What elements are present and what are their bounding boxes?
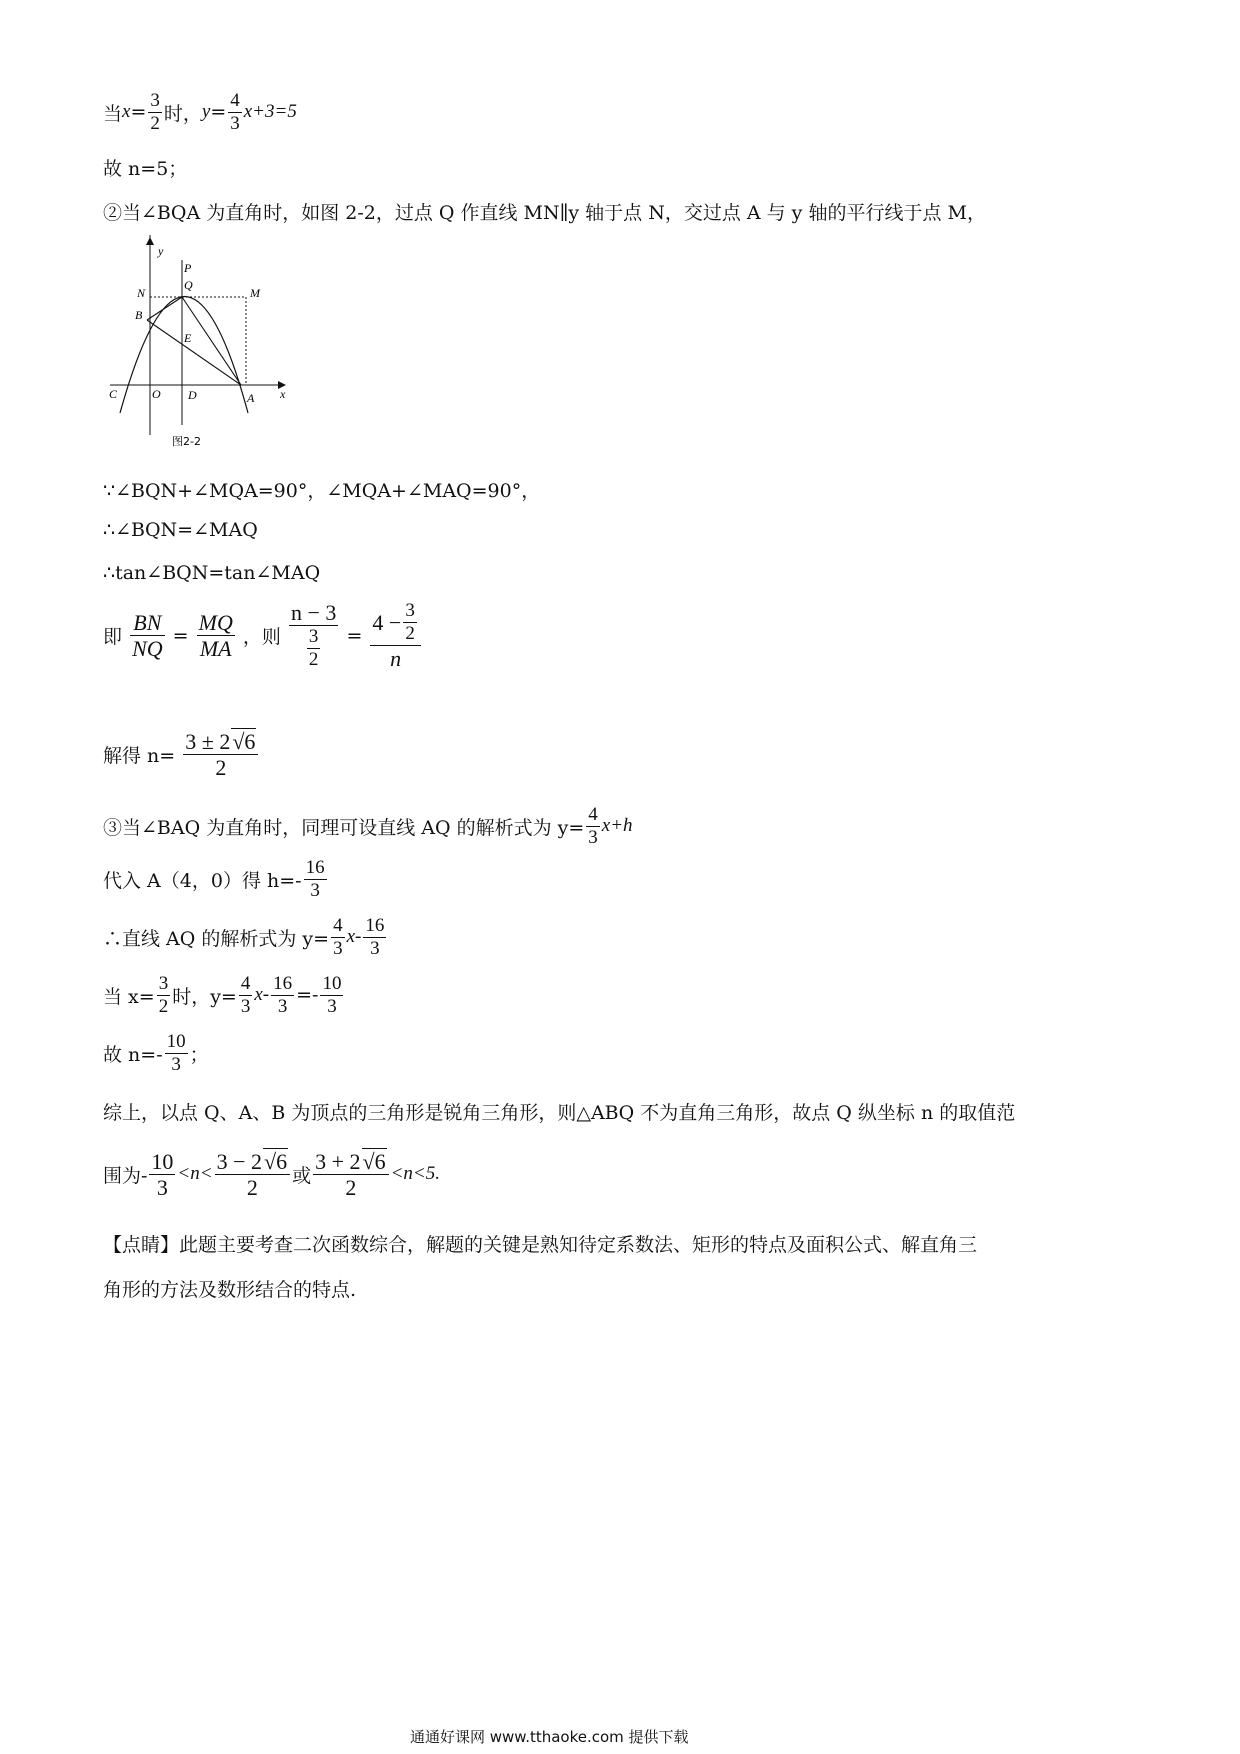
line-11: ∴直线 AQ 的解析式为 y= $\frac{4}{3}$ x- $\frac{16}{3}$ [103,915,385,959]
page-footer: 通通好课网 www.tthaoke.com 提供下载 [410,1728,689,1746]
label-c: C [109,387,118,401]
fraction-bn-nq: $\frac{BN}{NQ}$ [132,609,163,661]
line-13: 故 n=- $\frac{10}{3}$ ； [103,1031,209,1075]
fraction-solution: $\frac{3 \pm 2√6}{2}$ [183,728,258,781]
label-n: N [137,286,146,300]
label-y: y [158,244,164,258]
y-axis-arrow-icon [146,237,154,245]
comment-line-1: 【点睛】此题主要考查二次函数综合，解题的关键是熟知待定系数法、矩形的特点及面积公式、解直角三 [103,1234,978,1256]
line-1: 当x= $\frac{3}{2}$ 时，y= $\frac{4}{3}$ x+3=5 [103,90,297,134]
fraction-4-3: $\frac{4}{3}$ [230,90,240,134]
line-3: ②当∠BQA 为直角时，如图 2-2，过点 Q 作直线 MN∥y 轴于点 N，交过点 A 与 y 轴的平行线于点 M， [103,202,986,224]
label-e: E [184,331,192,345]
label-d: D [188,388,197,402]
line-6: ∴tan∠BQN=tan∠MAQ [103,562,321,584]
line-10: 代入 A（4，0）得 h=- $\frac{16}{3}$ [103,857,325,901]
label-m: M [250,286,260,300]
segment-ba [147,320,241,385]
line-12: 当 x= $\frac{3}{2}$ 时，y= $\frac{4}{3}$ x- $\frac{16}{3}$ =- $\frac{10}{3}$ [103,973,342,1017]
fraction-3-2: $\frac{3}{2}$ [150,90,160,134]
line-14: 综上，以点 Q、A、B 为顶点的三角形是锐角三角形，则△ABQ 不为直角三角形，故点 Q 纵坐标 n 的取值范 [103,1102,1016,1124]
line-7: 即 $\frac{BN}{NQ}$ = $\frac{MQ}{MA}$ ，则 $\frac{n - 3}{\frac{3}{2}}$ = 4 − $\frac{3}{2}$ n [103,600,423,671]
fraction-n3-over-3-2: $\frac{n - 3}{\frac{3}{2}}$ [290,600,337,671]
line-8: 解得 n= $\frac{3 \pm 2√6}{2}$ [103,728,260,781]
line-5: ∴∠BQN=∠MAQ [103,519,258,541]
figure-2-2 [100,235,300,455]
label-b: B [135,308,143,322]
fraction-mq-ma: $\frac{MQ}{MA}$ [198,609,233,661]
label-o: O [152,387,161,401]
line-4: ∵∠BQN+∠MQA=90°，∠MQA+∠MAQ=90°， [103,480,541,502]
label-p: P [184,261,192,275]
segment-bq [147,297,182,320]
line-2: 故 n=5； [103,158,188,180]
line-9: ③当∠BAQ 为直角时，同理可设直线 AQ 的解析式为 y= $\frac{4}{3}$ x+h [103,804,633,848]
label-q: Q [184,278,193,292]
label-a: A [247,391,255,405]
fraction-4-minus-3-2-over-n: 4 − $\frac{3}{2}$ n [370,600,420,671]
comment-line-2: 角形的方法及数形结合的特点. [103,1279,357,1301]
line-15: 围为- $\frac{10}{3}$ <n< $\frac{3 - 2√6}{2}$ 或 $\frac{3 + 2√6}{2}$ <n<5. [103,1148,440,1201]
label-x: x [280,387,286,401]
figure-caption: 图2-2 [172,435,201,448]
